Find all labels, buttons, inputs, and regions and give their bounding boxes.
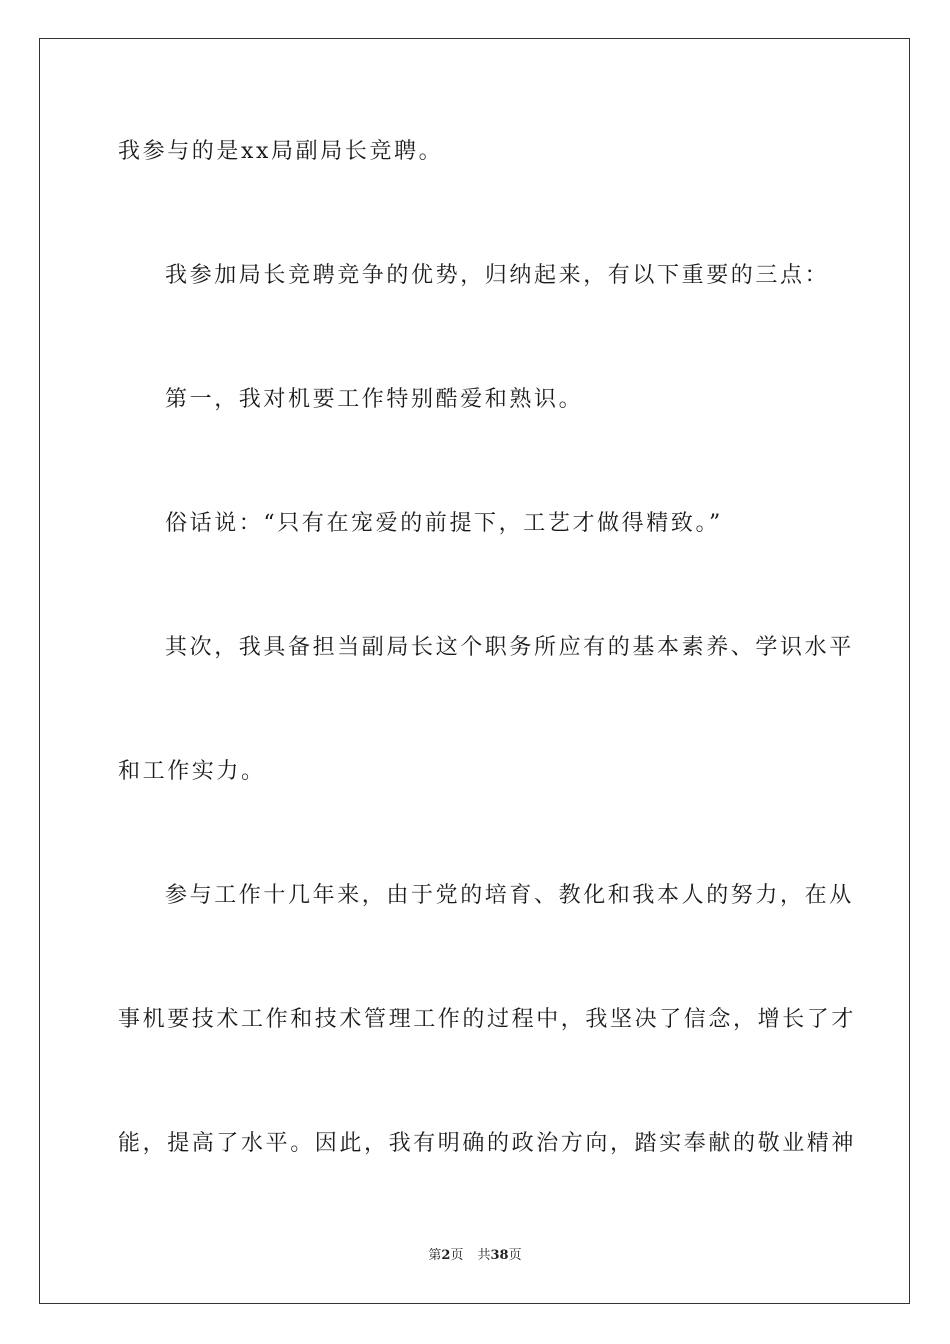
paragraph-line-4: 俗话说：“只有在宠爱的前提下，工艺才做得精致。”	[165, 511, 723, 536]
paragraph-line-7: 参与工作十几年来，由于党的培育、教化和我本人的努力，在从	[165, 883, 854, 908]
footer-total-prefix: 共	[477, 1248, 491, 1263]
paragraph-line-6: 和工作实力。	[118, 759, 266, 784]
page-footer	[0, 1248, 950, 1264]
footer-total-pages: 38	[490, 1248, 509, 1263]
footer-page-number: 2	[441, 1248, 451, 1263]
paragraph-line-9: 能，提高了水平。因此，我有明确的政治方向，踏实奉献的敬业精神	[118, 1131, 857, 1156]
footer-page-suffix: 页	[450, 1248, 464, 1263]
page-border	[39, 38, 910, 1304]
paragraph-line-8: 事机要技术工作和技术管理工作的过程中，我坚决了信念，增长了才	[118, 1007, 857, 1032]
paragraph-line-2: 我参加局长竞聘竞争的优势，归纳起来，有以下重要的三点：	[165, 263, 830, 288]
paragraph-line-1: 我参与的是xx局副局长竞聘。	[118, 139, 444, 164]
paragraph-line-5: 其次，我具备担当副局长这个职务所应有的基本素养、学识水平	[165, 635, 854, 660]
footer-page-prefix: 第	[428, 1248, 442, 1263]
paragraph-line-3: 第一，我对机要工作特别酷爱和熟识。	[165, 387, 584, 412]
footer-total-suffix: 页	[508, 1248, 522, 1263]
